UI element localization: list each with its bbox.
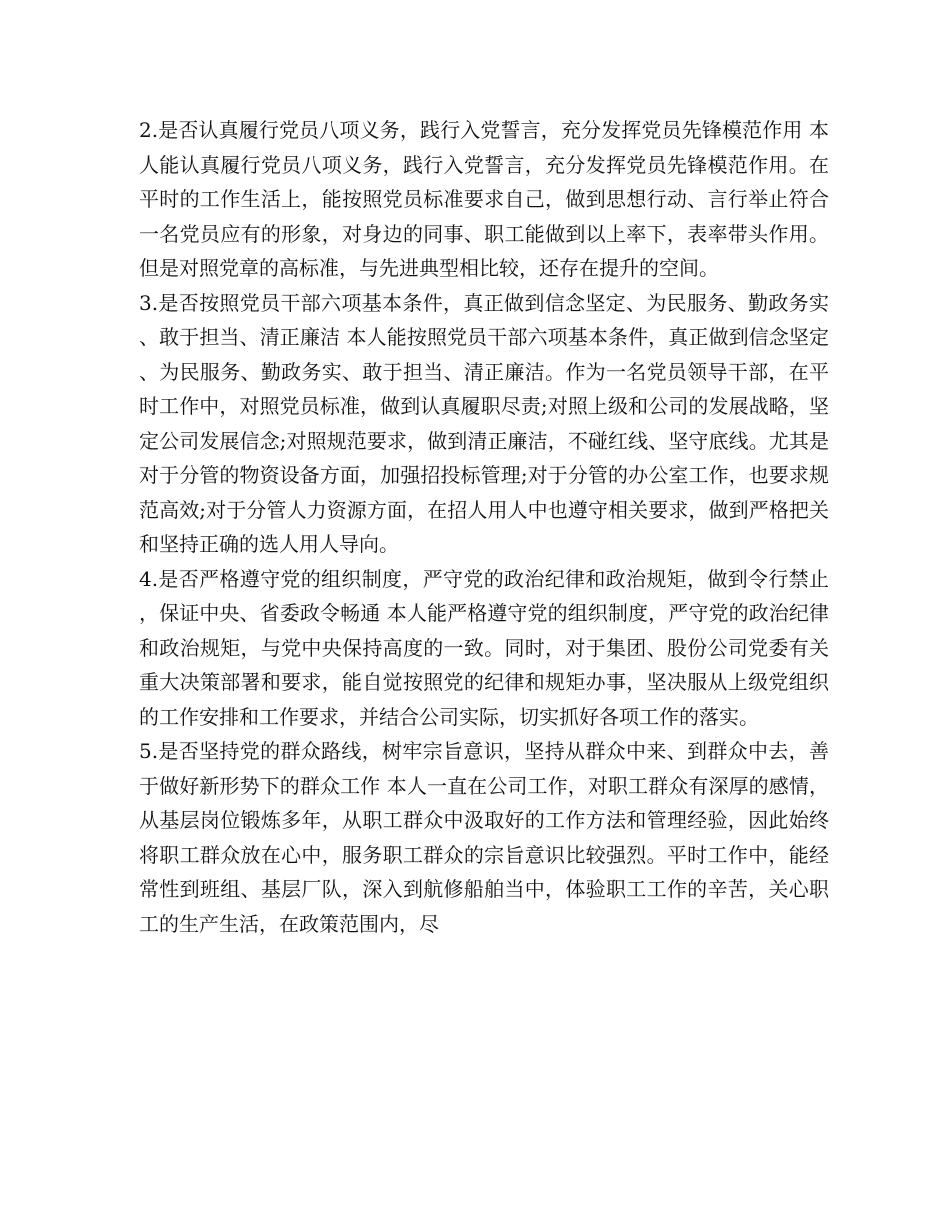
document-body xyxy=(139,113,829,941)
paragraph-item-5: 5.是否坚持党的群众路线，树牢宗旨意识，坚持从群众中来、到群众中去，善于做好新形势下的群众工作 本人一直在公司工作，对职工群众有深厚的感情，从基层岗位锻炼多年，从职工群众中汲取好的工作方法和管理经验，因此始终将职工群众放在心中，服务职工群众的宗旨意识比较强烈。平时工作中，能经常性到班组、基层厂队，深入到航修船舶当中，体验职工工作的辛苦，关心职工的生产生活，在政策范围内，尽 xyxy=(139,739,829,936)
paragraph-item-4: 4.是否严格遵守党的组织制度，严守党的政治纪律和政治规矩，做到令行禁止，保证中央、省委政令畅通 本人能严格遵守党的组织制度，严守党的政治纪律和政治规矩，与党中央保持高度的一致。同时，对于集团、股份公司党委有关重大决策部署和要求，能自觉按照党的纪律和规矩办事，坚决服从上级党组织的工作安排和工作要求，并结合公司实际，切实抓好各项工作的落实。 xyxy=(139,566,829,729)
paragraph-item-3: 3.是否按照党员干部六项基本条件，真正做到信念坚定、为民服务、勤政务实、敢于担当、清正廉洁 本人能按照党员干部六项基本条件，真正做到信念坚定、为民服务、勤政务实、敢于担当、清正廉洁。作为一名党员领导干部，在平时工作中，对照党员标准，做到认真履职尽责;对照上级和公司的发展战略，坚定公司发展信念;对照规范要求，做到清正廉洁，不碰红线、坚守底线。尤其是对于分管的物资设备方面，加强招投标管理;对于分管的办公室工作，也要求规范高效;对于分管人力资源方面，在招人用人中也遵守相关要求，做到严格把关和坚持正确的选人用人导向。 xyxy=(139,290,829,556)
paragraph-item-2: 2.是否认真履行党员八项义务，践行入党誓言，充分发挥党员先锋模范作用 本人能认真履行党员八项义务，践行入党誓言，充分发挥党员先锋模范作用。在平时的工作生活上，能按照党员标准要求自己，做到思想行动、言行举止符合一名党员应有的形象，对身边的同事、职工能做到以上率下，表率带头作用。但是对照党章的高标准，与先进典型相比较，还存在提升的空间。 xyxy=(139,118,829,280)
